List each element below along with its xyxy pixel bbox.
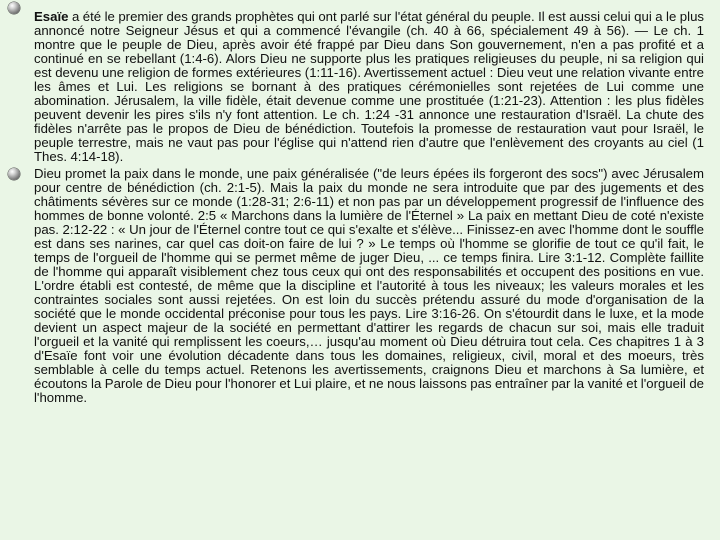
paragraph-text: a été le premier des grands prophètes qui ont parlé sur l'état général du peuple. Il est aussi celui qui a le plus annoncé notre Seigneur Jésus et qui a commencé l'évangile (ch. 40 à 66, spécialement 49 à 56). — Le ch. 1 montre que le peuple de Dieu, après avoir été frappé par Dieu dans Son gouvernement, n'en a pas profité et a continué en se rebellant (1:4-6). Alors Dieu ne supporte plus les pratiques religieuses du peuple, ni sa religion qui est devenu une religion de formes extérieures (1:11-16). Avertissement actuel : Dieu veut une relation vivante entre les âmes et Lui. Les religions se bornant à des pratiques cérémonielles sont rejetées de Lui comme une abomination. Jérusalem, la ville fidèle, était devenue comme une prostituée (1:21-23). Attention : les plus fidèles peuvent devenir les pires s'ils n'y font attention. Le ch. 1:24 -31 annonce une restauration d'Israël. La chute des fidèles n'arrête pas le propos de Dieu de bénédiction. Toutefois la promesse de restauration vaut pour Israël, le peuple terrestre, mais ne vaut pas pour l'église qui n'attend rien d'autre que l'enlèvement des croyants au ciel (1 Thes. 4:14-18). [34, 9, 704, 165]
paragraph-lead-word: Esaïe [34, 9, 69, 24]
bullet-paragraph-paix [8, 167, 704, 406]
bullet-icon [8, 2, 20, 14]
bullet-paragraph-esaie [8, 10, 704, 165]
bullet-icon [8, 168, 20, 180]
paragraph-text: Dieu promet la paix dans le monde, une paix généralisée ("de leurs épées ils forgeront des socs") avec Jérusalem pour centre de bénédiction (ch. 2:1-5). Mais la paix du monde ne sera introduite que par des jugements et des châtiments sévères sur ce monde (1:28-31; 2:6-11) et non pas par un développement progressif de l'influence des hommes de bonne volonté. 2:5 « Marchons dans la lumière de l'Éternel » La paix en mettant Dieu de coté n'existe pas. 2:12-22 : « Un jour de l'Éternel contre tout ce qui s'exalte et s'élève... Finissez-en avec l'homme dont le souffle est dans ses narines, car quel cas doit-on faire de lui ? » Le temps où l'homme se glorifie de tout ce qu'il fait, le temps de l'orgueil de l'homme qui se permet même de juger Dieu, ... ce temps finira. Lire 3:1-12. Complète faillite de l'homme qui apparaît visiblement chez tous ceux qui ont des responsabilités et occupent des positions en vue. L'ordre établi est contesté, de même que la discipline et l'autorité à tous les niveaux; les valeurs morales et les contraintes sociales sont aussi rejetées. On est loin du succès prétendu assuré du mode d'organisation de la société que le monde occidental préconise pour tous les pays. Lire 3:16-26. On s'étourdit dans le luxe, et la mode devient un aspect majeur de la société en permettant d'attirer les regards de chacun sur soi, mais elle traduit l'orgueil et la vanité qui remplissent les coeurs,… jusqu'au moment où Dieu détruira tout cela. Ces chapitres 1 à 3 d'Esaïe font voir une évolution décadente dans tous les domaines, religieux, civil, moral et des moeurs, très semblable à celle du temps actuel. Retenons les avertissements, craignons Dieu et marchons à Sa lumière, et écoutons la Parole de Dieu pour l'honorer et Lui plaire, et ne nous laissons pas entraîner par la vanité et l'orgueil de l'homme. [34, 165, 704, 406]
